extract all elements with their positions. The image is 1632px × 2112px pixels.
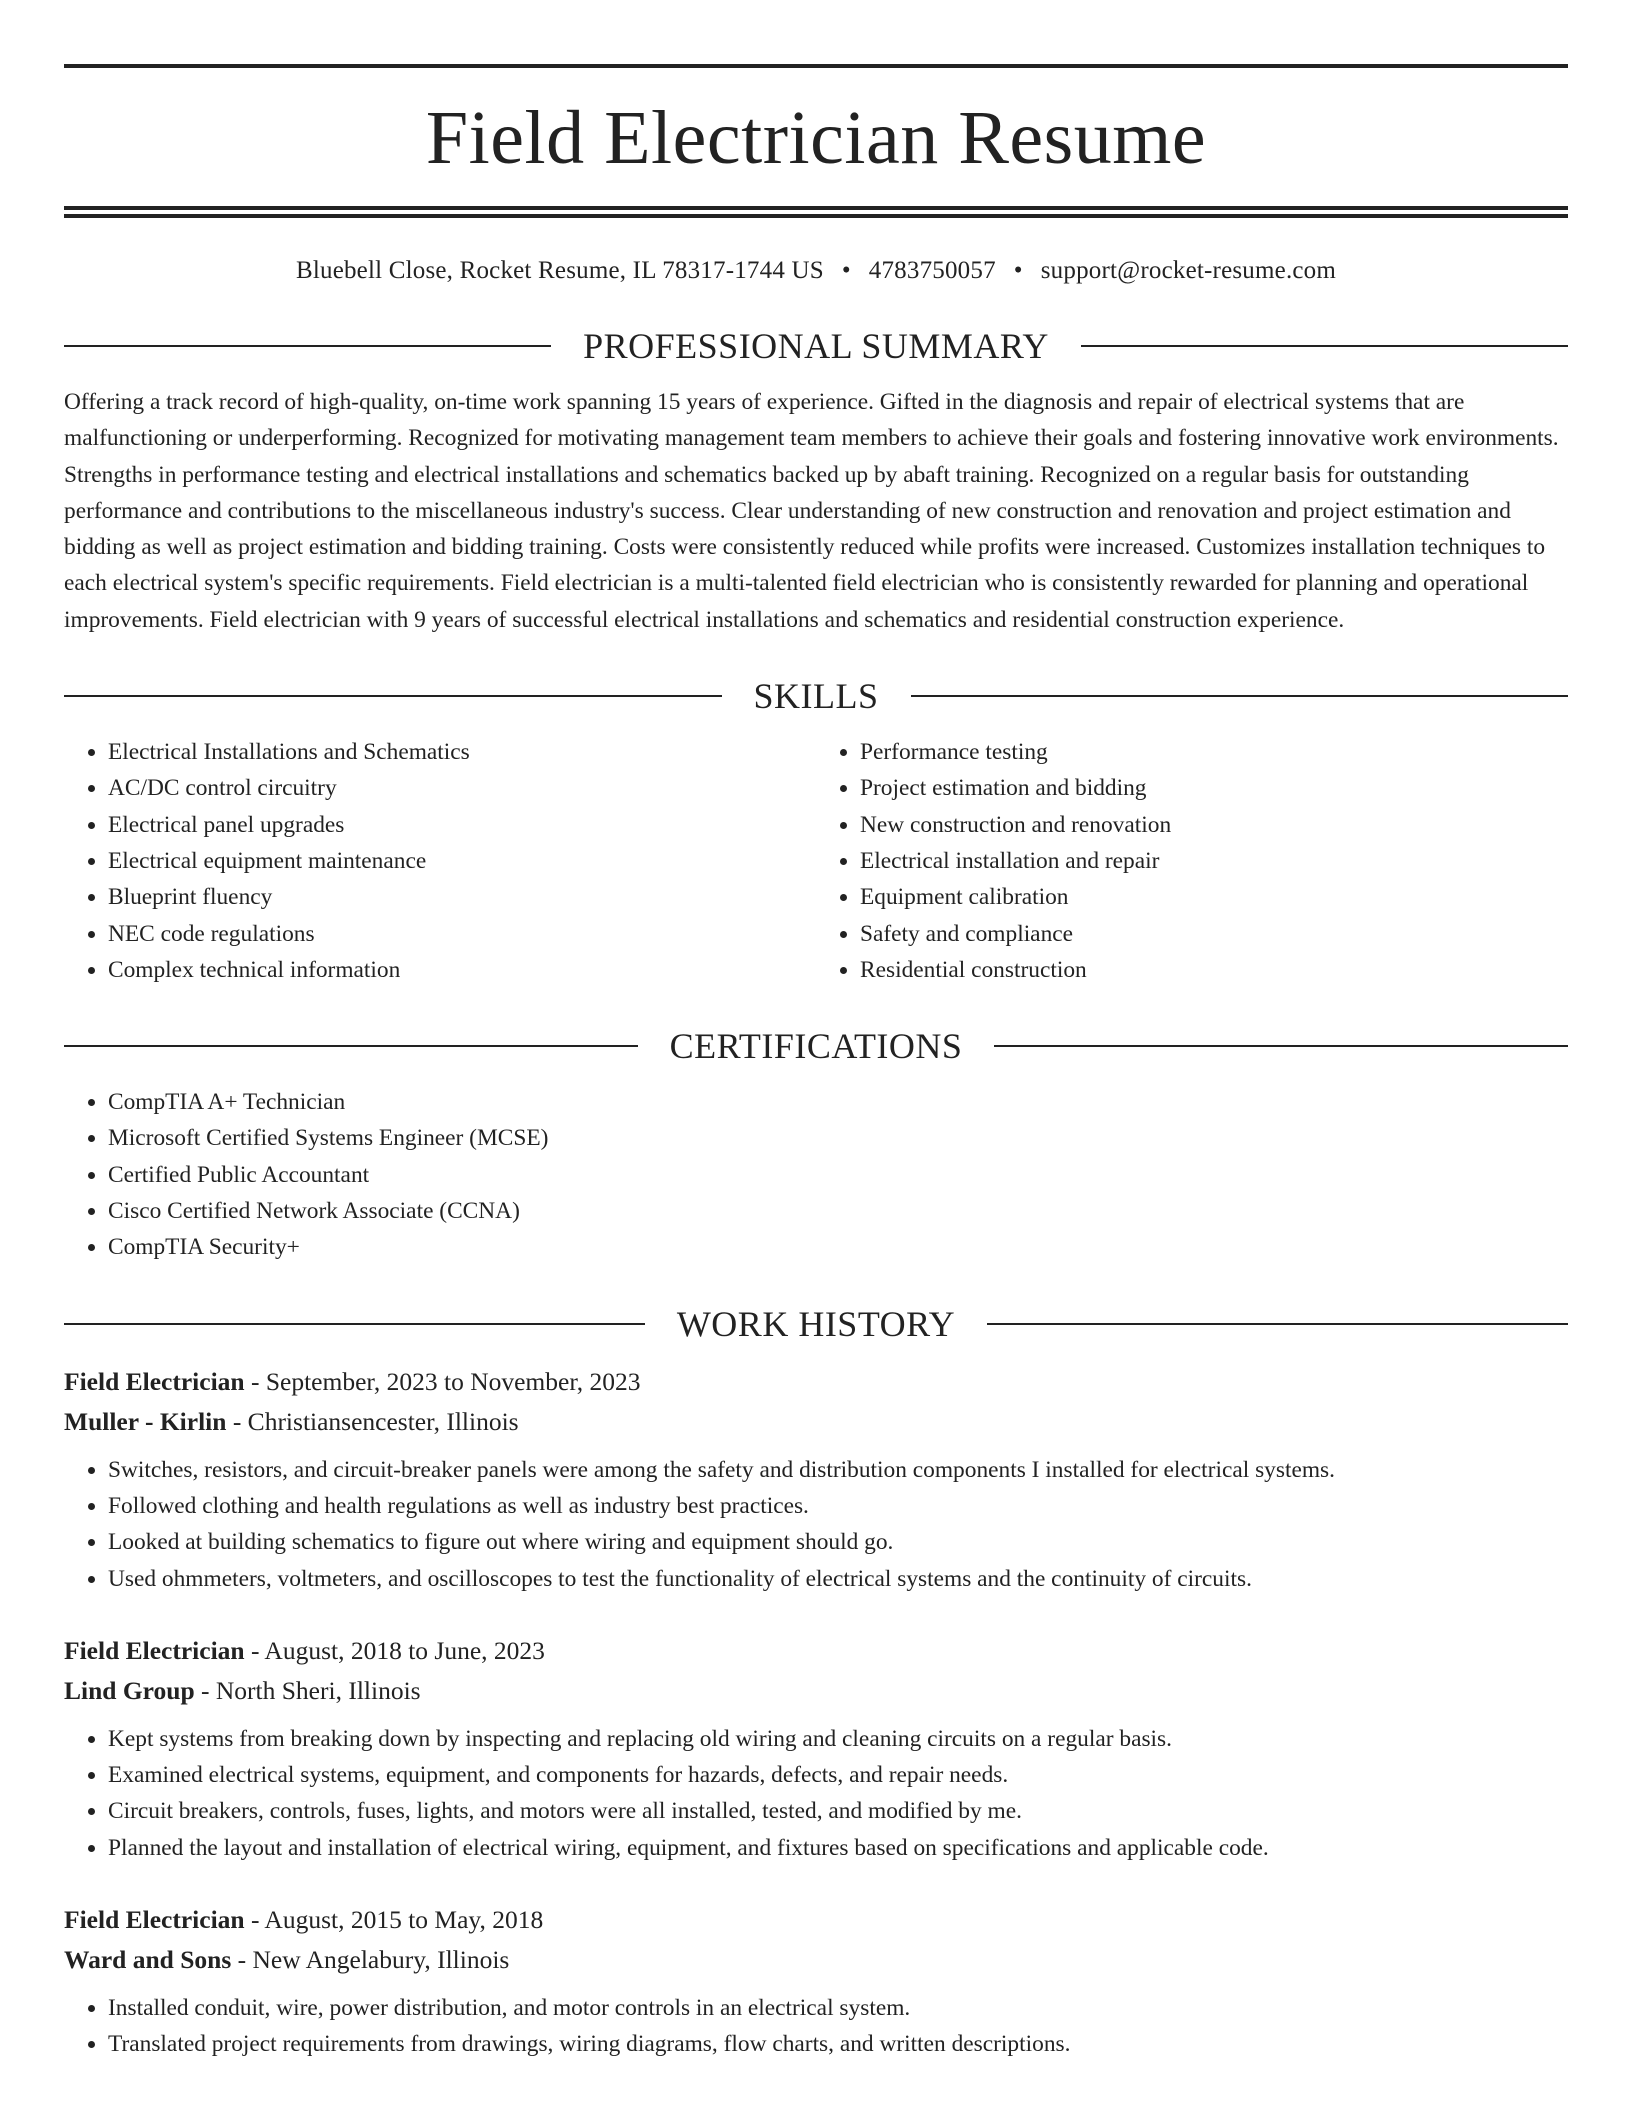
skill-item: • New construction and renovation (860, 807, 1568, 843)
skills-columns (64, 734, 1568, 988)
job-duty-item: • Examined electrical systems, equipment, and components for hazards, defects, and repair needs. (108, 1757, 1568, 1793)
job-duty-item: • Looked at building schematics to figure out where wiring and equipment should go. (108, 1524, 1568, 1560)
job-company-line (64, 1940, 1568, 1980)
heading-rule (1081, 345, 1568, 347)
heading-rule (64, 1323, 645, 1325)
job-title-line (64, 1900, 1568, 1940)
skill-item: • Complex technical information (108, 952, 816, 988)
job-duty-item: • Installed conduit, wire, power distribution, and motor controls in an electrical system. (108, 1990, 1568, 2026)
page-title: Field Electrician Resume (425, 96, 1207, 180)
job-duties-list (64, 1990, 1568, 2063)
certification-item: • CompTIA Security+ (108, 1229, 1568, 1265)
contact-email: support@rocket-resume.com (1040, 257, 1337, 284)
skill-item: • Blueprint fluency (108, 879, 816, 915)
skills-list-right (816, 734, 1568, 988)
work-history-heading (64, 1304, 1568, 1344)
skill-item: • Project estimation and bidding (860, 770, 1568, 806)
skill-item: • Electrical Installations and Schematics (108, 734, 816, 770)
summary-heading (64, 326, 1568, 366)
job-entry (64, 1631, 1568, 1866)
skill-item: • Electrical panel upgrades (108, 807, 816, 843)
work-history-list (64, 1362, 1568, 2063)
job-location: - North Sheri, Illinois (201, 1675, 421, 1705)
job-location: - Christiansencester, Illinois (232, 1406, 519, 1436)
certifications-list (64, 1084, 1568, 1265)
job-duty-item: • Used ohmmeters, voltmeters, and oscilloscopes to test the functionality of electrical systems and the continuity of circuits. (108, 1561, 1568, 1597)
skill-item: • Electrical installation and repair (860, 843, 1568, 879)
job-duty-item: • Followed clothing and health regulations as well as industry best practices. (108, 1488, 1568, 1524)
heading-rule (64, 695, 722, 697)
heading-rule (994, 1045, 1568, 1047)
summary-heading-text: PROFESSIONAL SUMMARY (583, 326, 1049, 366)
job-role: Field Electrician (64, 1905, 245, 1935)
skills-heading-text: SKILLS (753, 676, 879, 717)
job-dates: - August, 2015 to May, 2018 (250, 1905, 544, 1935)
contact-separator: • (1013, 257, 1023, 284)
job-duties-list (64, 1452, 1568, 1597)
certifications-heading (64, 1026, 1568, 1066)
skill-item: • Electrical equipment maintenance (108, 843, 816, 879)
job-role: Field Electrician (64, 1635, 245, 1665)
skill-item: • Performance testing (860, 734, 1568, 770)
job-company-line (64, 1671, 1568, 1711)
work-history-heading-text: WORK HISTORY (676, 1303, 956, 1344)
skill-item: • Residential construction (860, 952, 1568, 988)
job-entry (64, 1900, 1568, 2063)
job-title-line (64, 1362, 1568, 1402)
job-company: Lind Group (64, 1675, 195, 1705)
contact-address: Bluebell Close, Rocket Resume, IL 78317-1744 US (295, 257, 824, 284)
job-location: - New Angelabury, Illinois (237, 1945, 510, 1975)
job-role: Field Electrician (64, 1366, 245, 1396)
skill-item: • AC/DC control circuitry (108, 770, 816, 806)
certification-item: • Microsoft Certified Systems Engineer (MCSE) (108, 1120, 1568, 1156)
job-entry (64, 1362, 1568, 1597)
job-company: Muller - Kirlin (64, 1406, 227, 1436)
heading-rule (64, 345, 551, 347)
job-duty-item: • Kept systems from breaking down by inspecting and replacing old wiring and cleaning circuits on a regular basis. (108, 1721, 1568, 1757)
job-dates: - August, 2018 to June, 2023 (250, 1635, 545, 1665)
certification-item: • Cisco Certified Network Associate (CCNA) (108, 1193, 1568, 1229)
contact-line (64, 254, 1568, 288)
skills-list-left (64, 734, 816, 988)
job-duty-item: • Switches, resistors, and circuit-breaker panels were among the safety and distribution components I installed for electrical systems. (108, 1452, 1568, 1488)
certification-item: • Certified Public Accountant (108, 1157, 1568, 1193)
job-duty-item: • Circuit breakers, controls, fuses, lights, and motors were all installed, tested, and modified by me. (108, 1793, 1568, 1829)
certifications-heading-text: CERTIFICATIONS (669, 1026, 963, 1067)
contact-phone: 4783750057 (868, 257, 996, 284)
contact-separator: • (841, 257, 851, 284)
job-duty-item: • Translated project requirements from drawings, wiring diagrams, flow charts, and written descriptions. (108, 2026, 1568, 2062)
job-duties-list (64, 1721, 1568, 1866)
job-title-line (64, 1631, 1568, 1671)
title-double-rule (64, 206, 1568, 218)
skill-item: • Safety and compliance (860, 916, 1568, 952)
heading-rule (987, 1323, 1568, 1325)
certification-item: • CompTIA A+ Technician (108, 1084, 1568, 1120)
job-company: Ward and Sons (64, 1945, 232, 1975)
job-duty-item: • Planned the layout and installation of electrical wiring, equipment, and fixtures based on specifications and applicable code. (108, 1830, 1568, 1866)
skill-item: • NEC code regulations (108, 916, 816, 952)
heading-rule (64, 1045, 638, 1047)
heading-rule (911, 695, 1569, 697)
skills-heading (64, 676, 1568, 716)
job-company-line (64, 1402, 1568, 1442)
job-dates: - September, 2023 to November, 2023 (250, 1366, 641, 1396)
summary-paragraph: Offering a track record of high-quality, on-time work spanning 15 years of experience. Gifted in the diagnosis and repair of electrical systems that are malfunctioning or underperforming. Recognized for motivating management team members to achieve their goals and fostering innovative work environments. Strengths in performance testing and electrical installations and schematics backed up by abaft training. Recognized on a regular basis for outstanding performance and contributions to the miscellaneous industry's success. Clear understanding of new construction and renovation and project estimation and bidding as well as project estimation and bidding training. Costs were consistently reduced while profits were increased. Customizes installation techniques to each electrical system's specific requirements. Field electrician is a multi-talented field electrician who is consistently rewarded for planning and operational improvements. Field electrician with 9 years of successful electrical installations and schematics and residential construction experience. (64, 389, 1559, 633)
skill-item: • Equipment calibration (860, 879, 1568, 915)
